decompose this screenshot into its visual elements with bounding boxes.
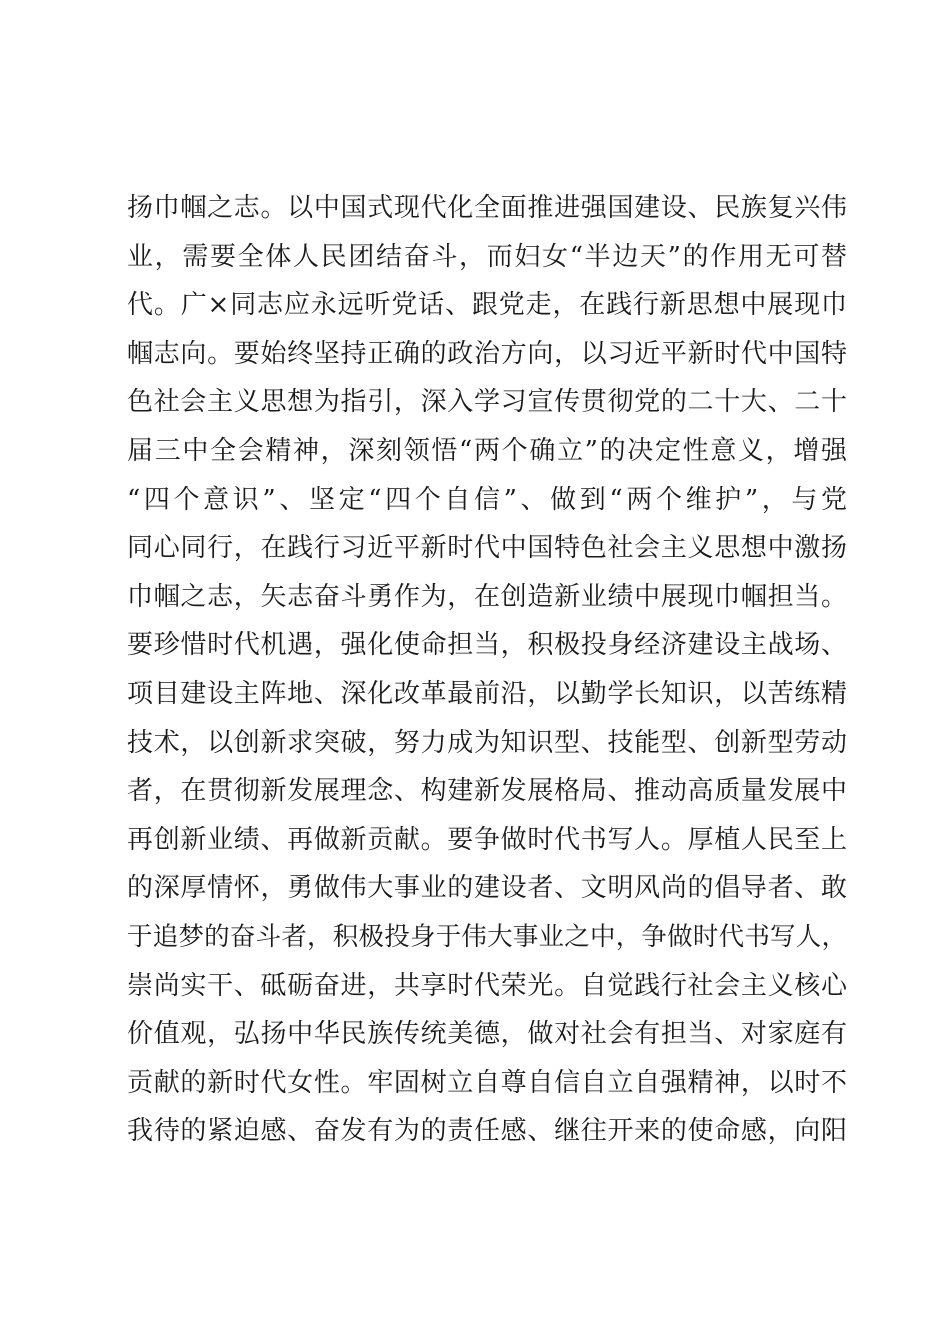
text-line: 色社会主义思想为指引，深入学习宣传贯彻党的二十大、二十 <box>127 387 847 418</box>
text-line: 再创新业绩、再做新贡献。要争做时代书写人。厚植人民至上 <box>127 824 847 855</box>
text-line: 崇尚实干、砥砺奋进，共享时代荣光。自觉践行社会主义核心 <box>127 970 847 1001</box>
text-line: 技术，以创新求突破，努力成为知识型、技能型、创新型劳动 <box>127 727 847 758</box>
text-line: 于追梦的奋斗者，积极投身于伟大事业之中，争做时代书写人， <box>127 921 847 952</box>
body-paragraph <box>127 184 847 1156</box>
text-line: “四个意识”、坚定“四个自信”、做到“两个维护”，与党 <box>127 484 847 515</box>
text-line: 代。广×同志应永远听党话、跟党走，在践行新思想中展现巾 <box>127 290 847 321</box>
text-line: 业，需要全体人民团结奋斗，而妇女“半边天”的作用无可替 <box>127 241 847 272</box>
text-line: 帼志向。要始终坚持正确的政治方向，以习近平新时代中国特 <box>127 338 847 369</box>
text-line: 巾帼之志，矢志奋斗勇作为，在创造新业绩中展现巾帼担当。 <box>127 581 847 612</box>
text-line: 届三中全会精神，深刻领悟“两个确立”的决定性意义，增强 <box>127 435 847 466</box>
text-line: 同心同行，在践行习近平新时代中国特色社会主义思想中激扬 <box>127 533 847 564</box>
text-line: 的深厚情怀，勇做伟大事业的建设者、文明风尚的倡导者、敢 <box>127 873 847 904</box>
text-line: 者，在贯彻新发展理念、构建新发展格局、推动高质量发展中 <box>127 776 847 807</box>
text-line: 扬巾帼之志。以中国式现代化全面推进强国建设、民族复兴伟 <box>127 193 847 223</box>
text-line: 贡献的新时代女性。牢固树立自尊自信自立自强精神，以时不 <box>127 1067 847 1098</box>
text-line: 要珍惜时代机遇，强化使命担当，积极投身经济建设主战场、 <box>127 630 847 661</box>
text-line: 项目建设主阵地、深化改革最前沿，以勤学长知识，以苦练精 <box>127 678 847 709</box>
text-line: 价值观，弘扬中华民族传统美德，做对社会有担当、对家庭有 <box>127 1019 847 1050</box>
text-line: 我待的紧迫感、奋发有为的责任感、继往开来的使命感，向阳 <box>127 1116 847 1147</box>
